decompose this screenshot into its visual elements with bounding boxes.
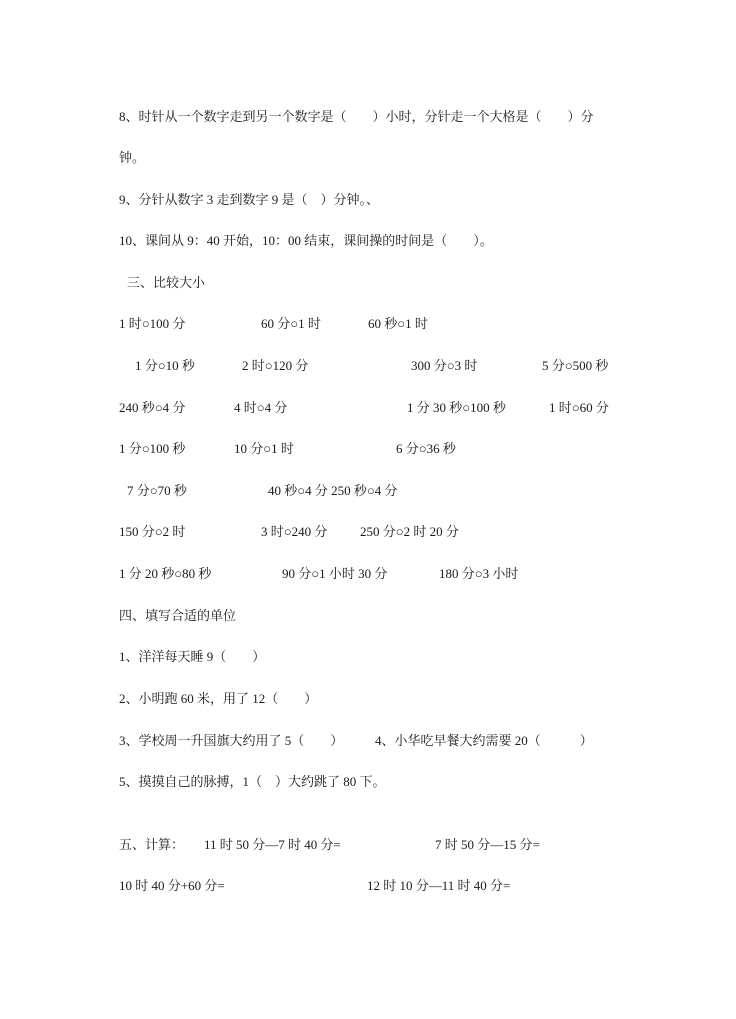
compare-item: 90 分○1 小时 30 分 <box>282 566 388 581</box>
compare-item: 40 秒○4 分 250 秒○4 分 <box>268 483 398 498</box>
compare-item: 240 秒○4 分 <box>119 400 186 415</box>
compare-item: 2 时○120 分 <box>242 358 309 373</box>
section-3-heading: 三、比较大小 <box>127 275 206 290</box>
question-10: 10、课间从 9：40 开始，10：00 结束，课间操的时间是（ ）。 <box>119 233 493 248</box>
compare-item: 1 分○10 秒 <box>135 358 195 373</box>
question-9: 9、分针从数字 3 走到数字 9 是（ ）分钟。、 <box>119 192 380 207</box>
compare-item: 1 分 30 秒○100 秒 <box>407 400 506 415</box>
question-8-line-2: 钟。 <box>119 150 146 165</box>
calc-item: 11 时 50 分—7 时 40 分= <box>204 837 341 852</box>
unit-question-1: 1、洋洋每天睡 9（ ） <box>119 649 266 664</box>
calc-item: 10 时 40 分+60 分= <box>119 878 225 893</box>
compare-item: 150 分○2 时 <box>119 524 186 539</box>
question-8-line-1: 8、时针从一个数字走到另一个数字是（ ）小时，分针走一个大格是（ ）分 <box>119 109 594 124</box>
unit-question-3: 3、学校周一升国旗大约用了 5（ ） <box>119 733 344 748</box>
compare-item: 3 时○240 分 <box>261 524 328 539</box>
section-5-heading: 五、计算： <box>119 837 185 852</box>
calc-item: 7 时 50 分—15 分= <box>435 837 540 852</box>
compare-item: 1 分○100 秒 <box>119 441 186 456</box>
compare-item: 4 时○4 分 <box>234 400 288 415</box>
compare-item: 300 分○3 时 <box>411 358 478 373</box>
compare-item: 1 时○100 分 <box>119 316 186 331</box>
compare-item: 5 分○500 秒 <box>542 358 609 373</box>
unit-question-2: 2、小明跑 60 米，用了 12（ ） <box>119 691 318 706</box>
calc-item: 12 时 10 分—11 时 40 分= <box>367 878 511 893</box>
unit-question-5: 5、摸摸自己的脉搏，1（ ）大约跳了 80 下。 <box>119 774 386 789</box>
compare-item: 60 秒○1 时 <box>368 316 428 331</box>
compare-item: 1 时○60 分 <box>549 400 609 415</box>
compare-item: 6 分○36 秒 <box>396 441 456 456</box>
compare-item: 180 分○3 小时 <box>439 566 519 581</box>
section-4-heading: 四、填写合适的单位 <box>119 608 237 623</box>
compare-item: 250 分○2 时 20 分 <box>360 524 459 539</box>
compare-item: 10 分○1 时 <box>234 441 294 456</box>
compare-item: 7 分○70 秒 <box>127 483 187 498</box>
unit-question-4: 4、小华吃早餐大约需要 20（ ） <box>375 733 593 748</box>
compare-item: 1 分 20 秒○80 秒 <box>119 566 212 581</box>
compare-item: 60 分○1 时 <box>261 316 321 331</box>
